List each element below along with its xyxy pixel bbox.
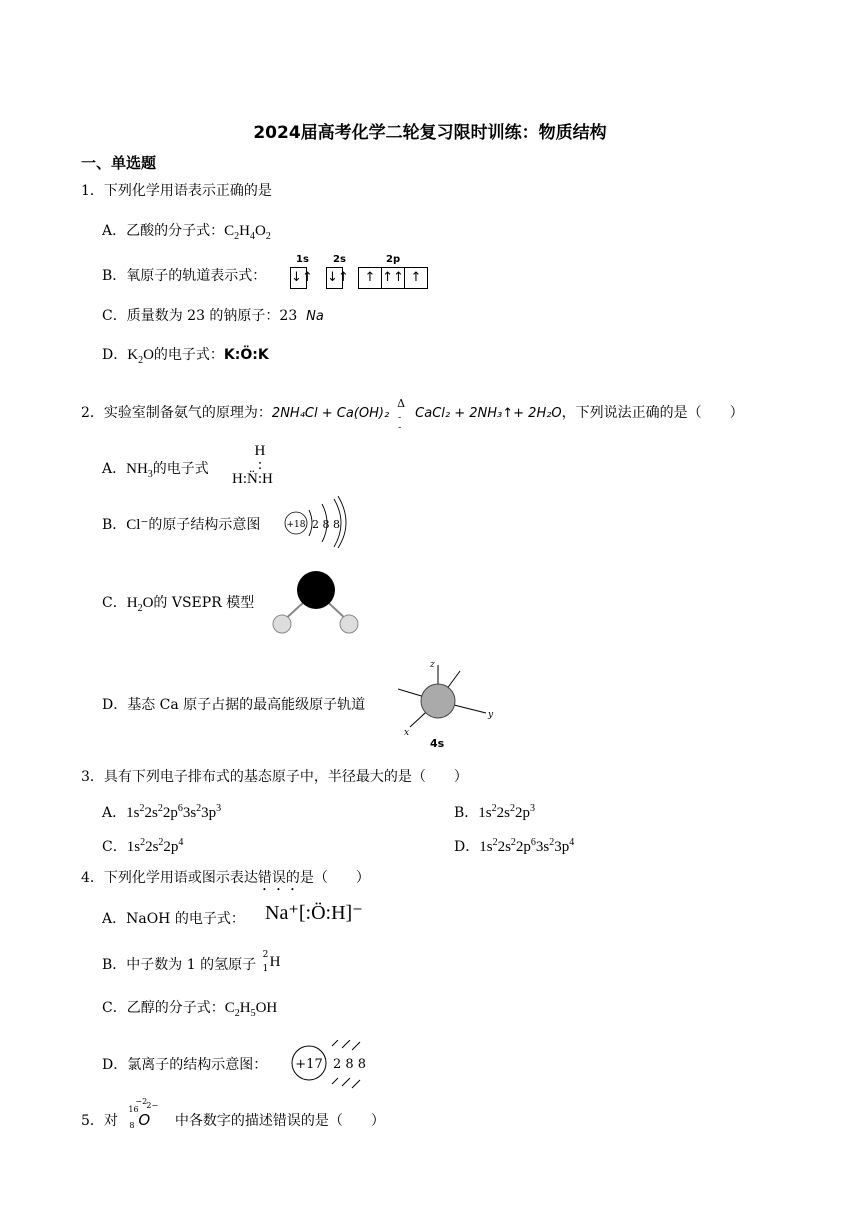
q1-option-b xyxy=(102,265,266,285)
q4-option-d: D．氯离子的结构示意图： xyxy=(102,1057,268,1073)
q2-b-suffix: 的原子结构示意图 xyxy=(148,517,261,533)
question-3-stem: 3．具有下列电子排布式的基态原子中，半径最大的是（ ） xyxy=(81,769,468,785)
q1-c-text: C．质量数为 23 的钠原子：23 xyxy=(102,308,298,324)
orbital-2s-box: ↓↑ xyxy=(326,267,343,289)
q5-prefix: 5．对 xyxy=(81,1113,118,1129)
delta-symbol: Δ xyxy=(397,397,406,410)
q2-equation-right: CaCl₂ + 2NH₃↑+ 2H₂O xyxy=(415,406,562,421)
q2-option-c xyxy=(102,592,254,614)
orbital-1s-label: 1s xyxy=(296,254,309,265)
o-mass-number: 16 xyxy=(128,1105,139,1114)
q2-equation-left: 2NH₄Cl + Ca(OH)₂ xyxy=(271,406,390,421)
q2-stem-suffix: ，下列说法正确的是（ ） xyxy=(561,405,744,421)
q4-option-b xyxy=(102,950,283,974)
q2-option-d: D．基态 Ca 原子占据的最高能级原子轨道 xyxy=(102,697,366,713)
q3-d-label: D． xyxy=(454,839,480,855)
question-1-stem: 1．下列化学用语表示正确的是 xyxy=(81,183,272,199)
cl-ion-nucleus-label: +17 xyxy=(295,1057,323,1072)
cl-nucleus-label: +18 xyxy=(286,520,306,530)
q1-option-d xyxy=(102,344,269,366)
q1-c-symbol: Na xyxy=(306,309,324,324)
question-4-stem xyxy=(81,867,370,894)
q4-option-a: A．NaOH 的电子式： xyxy=(102,911,245,927)
q2-b-label: B． xyxy=(102,517,127,533)
svg-text:y: y xyxy=(488,710,494,720)
chloride-ion-structure-diagram xyxy=(290,1040,370,1090)
q2-stem-prefix: 2．实验室制备氨气的原理为： xyxy=(81,405,272,421)
q1-option-a xyxy=(102,220,271,242)
q3-option-a xyxy=(102,802,221,822)
cl-shell-electrons: 2 8 8 xyxy=(312,518,340,531)
o-atomic-number: 8 xyxy=(129,1121,135,1130)
q3-d-config: $1s^22s^22p^63s^23p^4$ xyxy=(479,837,575,855)
q2-b-formula: Cl⁻ xyxy=(126,517,149,533)
q1-d-label: D． xyxy=(102,347,128,363)
oxide-ion-symbol xyxy=(122,1097,170,1131)
k2o-electron-formula: K:Ö:K xyxy=(223,347,269,363)
q3-b-config: $1s^22s^22p^3$ xyxy=(478,803,535,821)
q3-b-label: B． xyxy=(454,805,479,821)
orbital-1s-box: ↓↑ xyxy=(290,267,307,289)
q5-suffix: 中各数字的描述错误的是（ ） xyxy=(174,1113,385,1129)
h2o-vsepr-model xyxy=(268,566,364,638)
q1-d-suffix: 的电子式： xyxy=(153,347,224,363)
q2-option-a xyxy=(102,458,209,480)
q2-c-label: C． xyxy=(102,595,127,611)
question-2-stem: 2．实验室制备氨气的原理为：2NH₄Cl + Ca(OH)₂ Δ ‐ ‐ CaCl₂ + 2NH₃↑+ 2H₂O，下列说法正确的是（ ） xyxy=(81,397,744,433)
cl-ion-shell-electrons: 2 8 8 xyxy=(333,1057,367,1072)
naoh-electron-formula: Na⁺[:Ö:H]⁻ xyxy=(265,902,363,924)
h-mass-number: 2 xyxy=(262,950,269,960)
q4-c-label: C．乙醇的分子式： xyxy=(102,1000,225,1016)
deuterium-symbol xyxy=(261,950,283,974)
o-valence: −2 xyxy=(135,1097,148,1106)
q1-option-c xyxy=(102,305,324,325)
ca-4s-orbital xyxy=(398,655,498,751)
section-heading: 一、单选题 xyxy=(81,154,157,172)
orbital-2p-box: ↑ ↑↑ ↑ xyxy=(358,267,428,289)
q3-c-label: C． xyxy=(102,839,127,855)
q4-stem-emphasis: 错误的 xyxy=(257,870,300,886)
q3-c-config: $1s^22s^22p^4$ xyxy=(126,837,184,855)
q4-stem-prefix: 4．下列化学用语或图示表达 xyxy=(81,870,258,886)
q2-c-suffix: 的 VSEPR 模型 xyxy=(153,595,255,611)
oxygen-orbital-diagram xyxy=(288,254,438,294)
orbital-2s-label: 2s xyxy=(333,254,346,265)
question-5-stem xyxy=(81,1097,385,1131)
q4-c-formula: $C_2H_5OH$ xyxy=(224,1000,278,1019)
q4-b-text: B．中子数为 1 的氢原子 xyxy=(102,957,257,973)
q2-a-label: A． xyxy=(102,461,127,477)
q2-option-b xyxy=(102,514,260,534)
o-element-symbol: O xyxy=(138,1111,151,1129)
q2-a-formula: $NH_3$ xyxy=(126,461,153,480)
q3-option-c xyxy=(102,836,183,856)
q1-b-label: B．氧原子的轨道表示式： xyxy=(102,268,267,284)
orbital-2p-label: 2p xyxy=(386,254,401,265)
chloride-structure-diagram xyxy=(282,496,367,548)
q3-a-config: $1s^22s^22p^63s^23p^3$ xyxy=(126,803,222,821)
svg-text:z: z xyxy=(430,660,435,670)
q4-stem-suffix: 是（ ） xyxy=(299,870,370,886)
q3-a-label: A． xyxy=(102,805,127,821)
q3-option-d xyxy=(454,836,574,856)
page-title: 2024届高考化学二轮复习限时训练：物质结构 xyxy=(253,123,607,143)
q2-c-formula: $H_2O$ xyxy=(126,595,154,614)
q4-option-c xyxy=(102,997,277,1019)
svg-text:x: x xyxy=(404,728,410,738)
q2-a-suffix: 的电子式 xyxy=(152,461,209,477)
q1-a-label: A．乙酸的分子式： xyxy=(102,223,225,239)
q1-d-formula: $K_2O$ xyxy=(127,347,154,366)
nh3-electron-formula: H : H:N̈:H xyxy=(232,443,273,487)
q1-a-formula: $C_2H_4O_2$ xyxy=(224,223,271,242)
q3-option-b xyxy=(454,802,535,822)
h-atomic-number: 1 xyxy=(262,964,269,974)
orbital-4s-label: 4s xyxy=(430,737,445,750)
h-element-symbol: H xyxy=(269,954,281,970)
o-charge: 2− xyxy=(146,1101,159,1110)
